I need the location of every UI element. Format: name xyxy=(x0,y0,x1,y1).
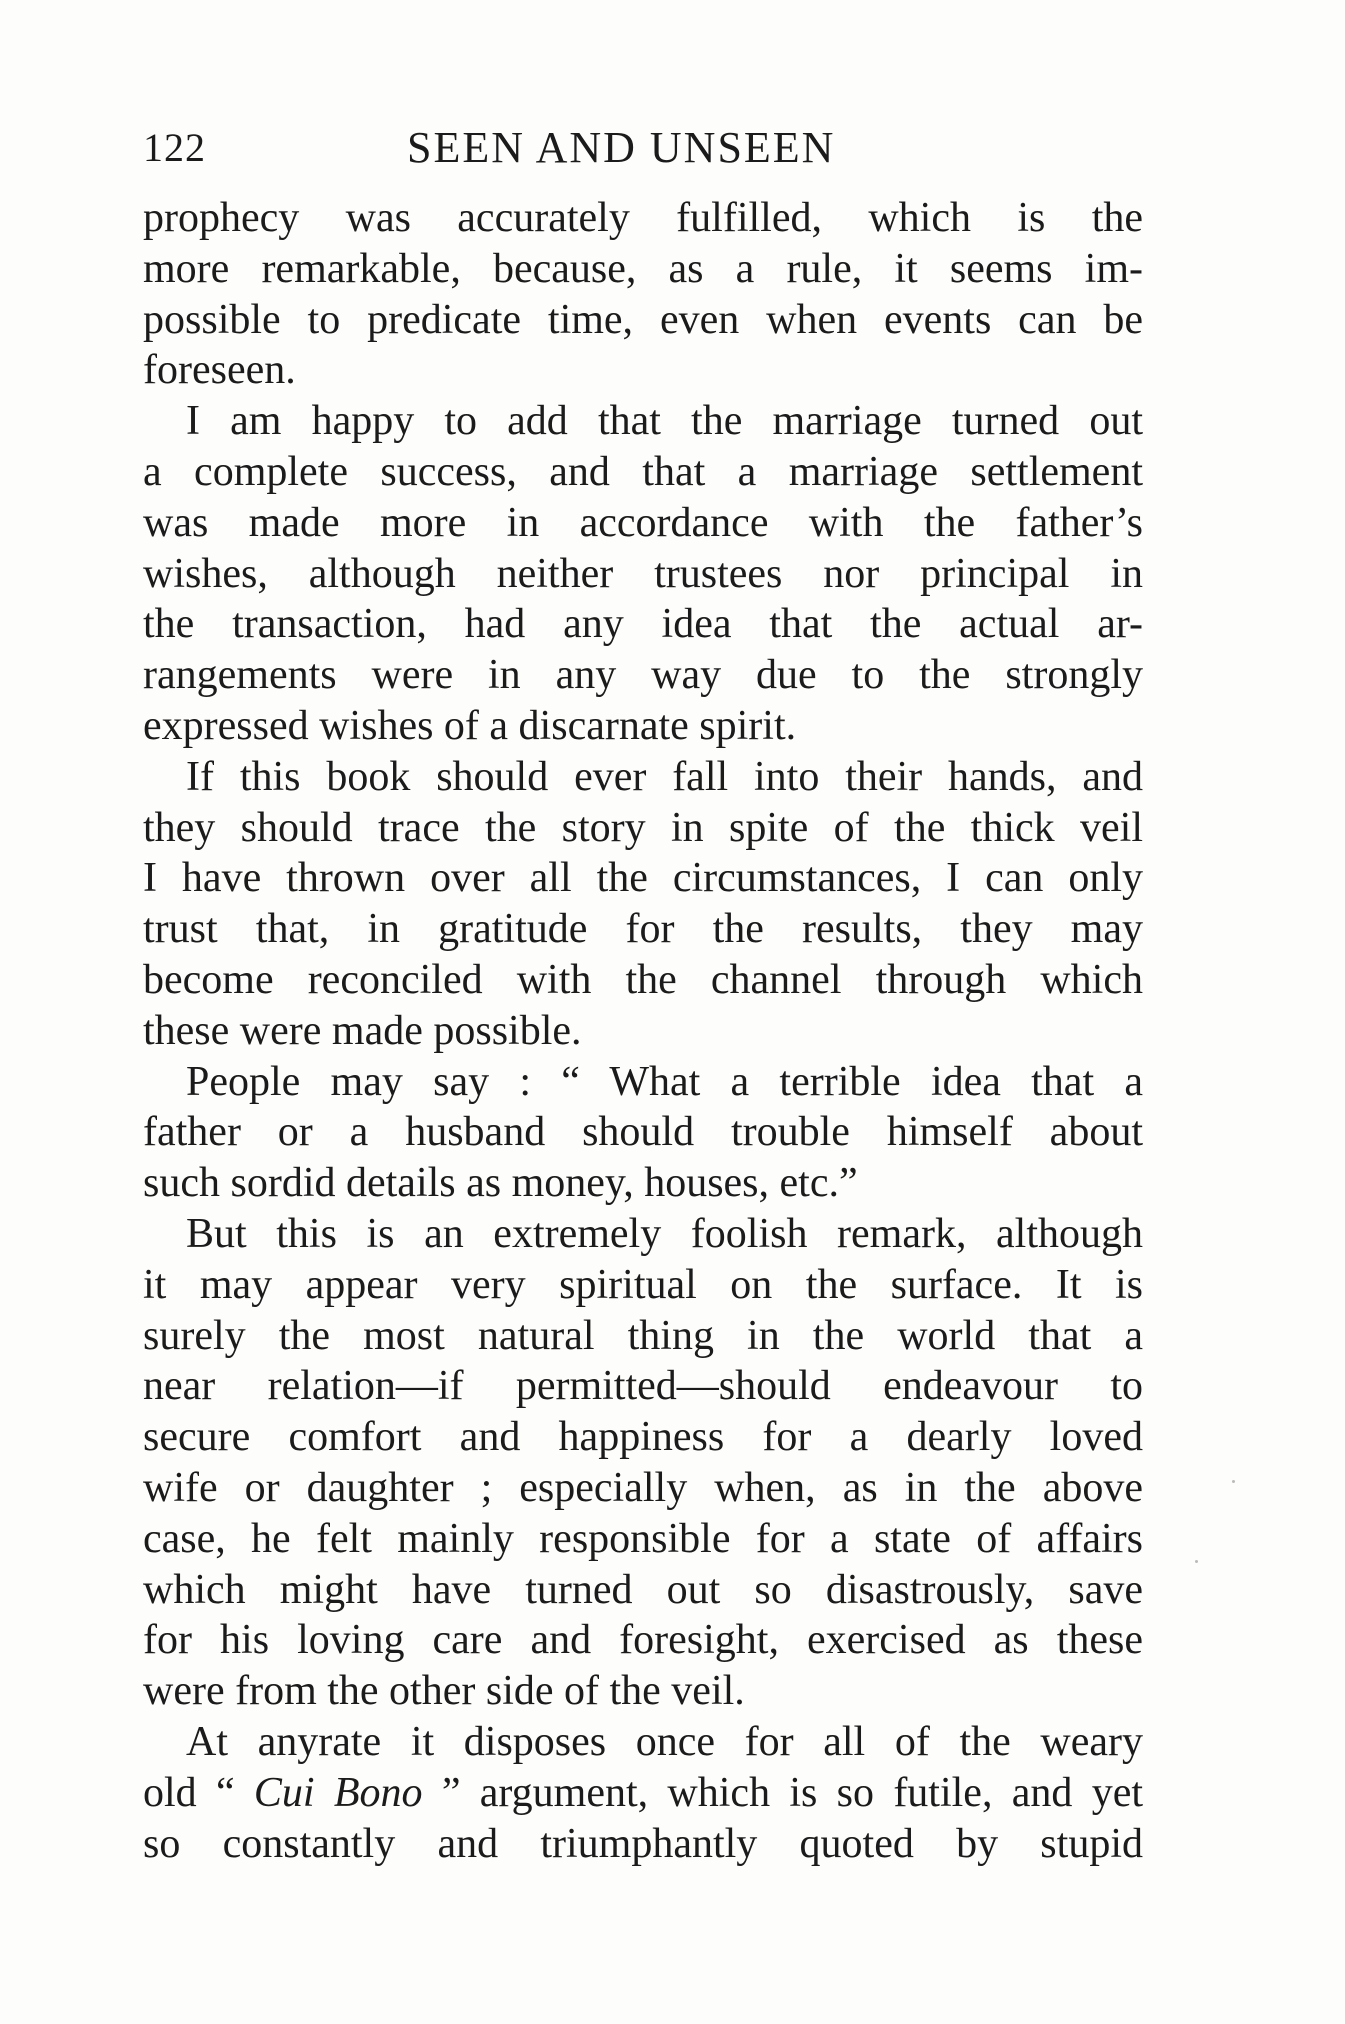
text-line: rangements were in any way due to the strongly xyxy=(143,652,1143,699)
text-line: expressed wishes of a discarnate spirit. xyxy=(143,702,797,749)
text-line: wishes, although neither trustees nor principal in xyxy=(143,550,1143,597)
text-line: secure comfort and happiness for a dearly loved xyxy=(143,1414,1143,1461)
text-line: I have thrown over all the circumstances, I can only xyxy=(143,855,1143,902)
text-line: If this book should ever fall into their hands, and xyxy=(186,753,1143,800)
text-line: At anyrate it disposes once for all of the weary xyxy=(186,1718,1143,1765)
text-line: which might have turned out so disastrously, save xyxy=(143,1566,1143,1613)
text-line: it may appear very spiritual on the surface. It is xyxy=(143,1261,1143,1308)
text-line: were from the other side of the veil. xyxy=(143,1668,745,1715)
text-line: trust that, in gratitude for the results, they may xyxy=(143,906,1143,953)
text-line: prophecy was accurately fulfilled, which is the xyxy=(143,195,1143,241)
text-line: possible to predicate time, even when events can be xyxy=(143,296,1143,343)
text-line: such sordid details as money, houses, etc.” xyxy=(143,1160,858,1207)
text-line: surely the most natural thing in the world that a xyxy=(143,1312,1143,1359)
text-line: they should trace the story in spite of the thick veil xyxy=(143,804,1143,851)
text-line: for his loving care and foresight, exercised as these xyxy=(143,1617,1143,1664)
text-line: become reconciled with the channel through which xyxy=(143,956,1143,1003)
text-line: the transaction, had any idea that the actual ar- xyxy=(143,601,1143,648)
text-fragment: old “ xyxy=(143,1769,254,1816)
text-line: these were made possible. xyxy=(143,1007,582,1054)
body-text xyxy=(143,193,1143,1869)
text-line: so constantly and triumphantly quoted by stupid xyxy=(143,1820,1143,1867)
text-line: father or a husband should trouble himself about xyxy=(143,1109,1143,1156)
text-fragment: ” argument, which is so futile, and yet xyxy=(422,1769,1143,1816)
running-head xyxy=(143,118,1143,178)
text-line: People may say : “ What a terrible idea that a xyxy=(186,1058,1143,1105)
text-line: more remarkable, because, as a rule, it seems im- xyxy=(143,245,1143,292)
text-line: case, he felt mainly responsible for a state of affairs xyxy=(143,1515,1143,1562)
text-line-cui-bono xyxy=(143,1768,1143,1819)
paper-speck xyxy=(1195,1560,1198,1563)
text-line: a complete success, and that a marriage settlement xyxy=(143,448,1143,495)
running-title: SEEN AND UNSEEN xyxy=(407,123,836,172)
text-line: was made more in accordance with the father’s xyxy=(143,499,1143,546)
text-line: But this is an extremely foolish remark, although xyxy=(186,1210,1143,1257)
text-line: foreseen. xyxy=(143,347,296,394)
paper-speck xyxy=(1232,1480,1235,1483)
page-number: 122 xyxy=(143,125,206,170)
text-line: wife or daughter ; especially when, as in the above xyxy=(143,1464,1143,1511)
text-line: I am happy to add that the marriage turned out xyxy=(186,398,1143,445)
italic-phrase: Cui Bono xyxy=(253,1769,423,1816)
text-line: near relation—if permitted—should endeavour to xyxy=(143,1363,1143,1410)
